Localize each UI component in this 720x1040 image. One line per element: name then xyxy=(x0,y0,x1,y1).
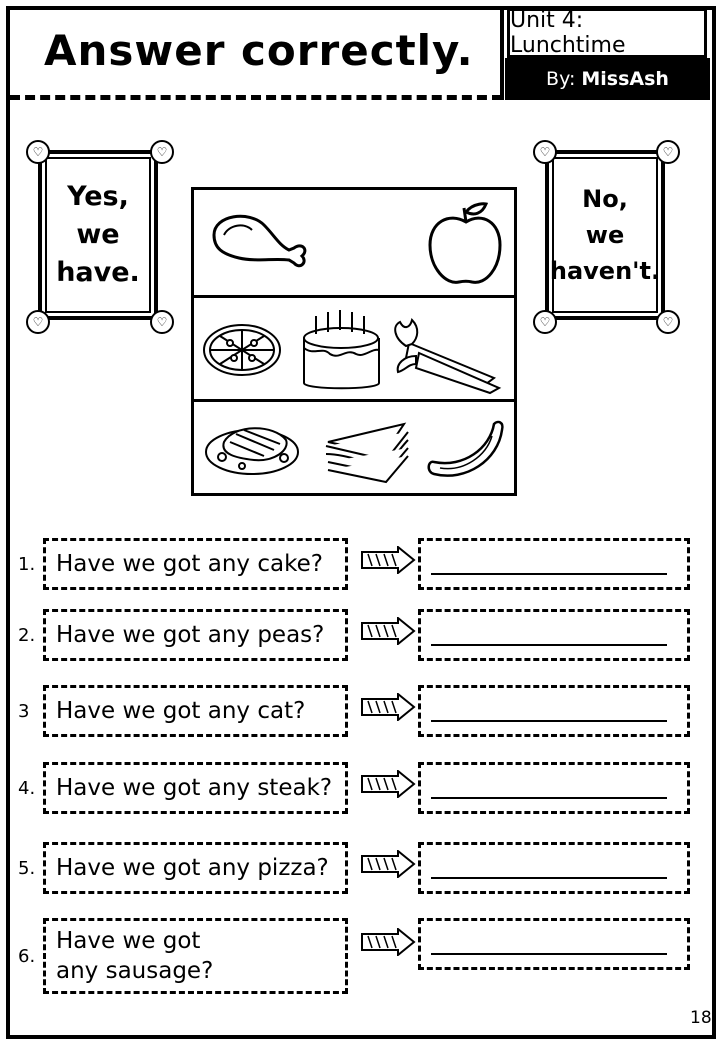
heart-icon: ♡ xyxy=(533,310,557,334)
heart-icon: ♡ xyxy=(150,310,174,334)
food-row-1-art xyxy=(194,190,514,295)
answer-field[interactable] xyxy=(418,762,690,814)
answer-field[interactable] xyxy=(418,918,690,970)
food-row-3-art xyxy=(194,402,514,494)
arrow-right-icon xyxy=(360,928,416,956)
heart-icon: ♡ xyxy=(26,310,50,334)
pizza-icon xyxy=(204,325,280,375)
answer-field[interactable] xyxy=(418,685,690,737)
arrow-right-icon xyxy=(360,850,416,878)
food-row-3 xyxy=(194,402,514,496)
heart-icon: ♡ xyxy=(533,140,557,164)
page-title: Answer correctly. xyxy=(44,26,474,75)
question-text: Have we got any cat? xyxy=(43,685,348,737)
question-number: 1. xyxy=(18,554,36,575)
page-number: 18 xyxy=(690,1008,712,1028)
heart-icon: ♡ xyxy=(656,140,680,164)
yes-sign xyxy=(38,150,158,320)
heart-icon: ♡ xyxy=(150,140,174,164)
yes-line-1: Yes, xyxy=(67,181,129,212)
question-row xyxy=(0,538,720,590)
arrow-right-icon xyxy=(360,770,416,798)
answer-field[interactable] xyxy=(418,842,690,894)
question-row xyxy=(0,685,720,737)
author-name: MissAsh xyxy=(581,68,669,90)
answer-line xyxy=(431,797,667,799)
question-number: 4. xyxy=(18,778,36,799)
food-row-2 xyxy=(194,298,514,402)
answer-line xyxy=(431,953,667,955)
question-text: Have we got any steak? xyxy=(43,762,348,814)
no-line-1: No, xyxy=(582,185,628,213)
answer-line xyxy=(431,644,667,646)
yes-line-3: have. xyxy=(56,257,140,288)
answer-line xyxy=(431,573,667,575)
question-row xyxy=(0,918,720,994)
no-line-2: we xyxy=(585,221,625,249)
question-text: Have we got any cake? xyxy=(43,538,348,590)
question-row xyxy=(0,762,720,814)
arrow-right-icon xyxy=(360,617,416,645)
unit-label: Unit 4: Lunchtime xyxy=(507,8,707,58)
arrow-right-icon xyxy=(360,693,416,721)
arrow-right-icon xyxy=(360,546,416,574)
question-number: 6. xyxy=(18,946,36,967)
yes-line-2: we xyxy=(76,219,120,250)
author-prefix: By: xyxy=(546,68,576,90)
question-number: 3 xyxy=(18,701,30,722)
question-number: 2. xyxy=(18,625,36,646)
author-banner xyxy=(505,58,710,100)
steak-icon xyxy=(206,428,298,474)
apple-icon xyxy=(430,204,500,283)
food-row-1 xyxy=(194,190,514,298)
question-row xyxy=(0,842,720,894)
question-row xyxy=(0,609,720,661)
answer-line xyxy=(431,877,667,879)
sausage-icon xyxy=(429,422,503,476)
question-text: Have we got any peas? xyxy=(43,609,348,661)
cake-icon xyxy=(304,310,379,388)
heart-icon: ♡ xyxy=(656,310,680,334)
chicken-leg-icon xyxy=(214,216,305,265)
sandwich-icon xyxy=(326,424,408,482)
answer-field[interactable] xyxy=(418,609,690,661)
title-divider xyxy=(10,95,502,100)
carrots-icon xyxy=(395,320,499,393)
answer-field[interactable] xyxy=(418,538,690,590)
heart-icon: ♡ xyxy=(26,140,50,164)
answer-line xyxy=(431,720,667,722)
question-number: 5. xyxy=(18,858,36,879)
no-line-3: haven't. xyxy=(549,257,661,285)
question-text: Have we got any sausage? xyxy=(43,918,348,994)
food-row-2-art xyxy=(194,298,514,399)
no-sign xyxy=(545,150,665,320)
question-text: Have we got any pizza? xyxy=(43,842,348,894)
food-picture-grid xyxy=(191,187,517,496)
